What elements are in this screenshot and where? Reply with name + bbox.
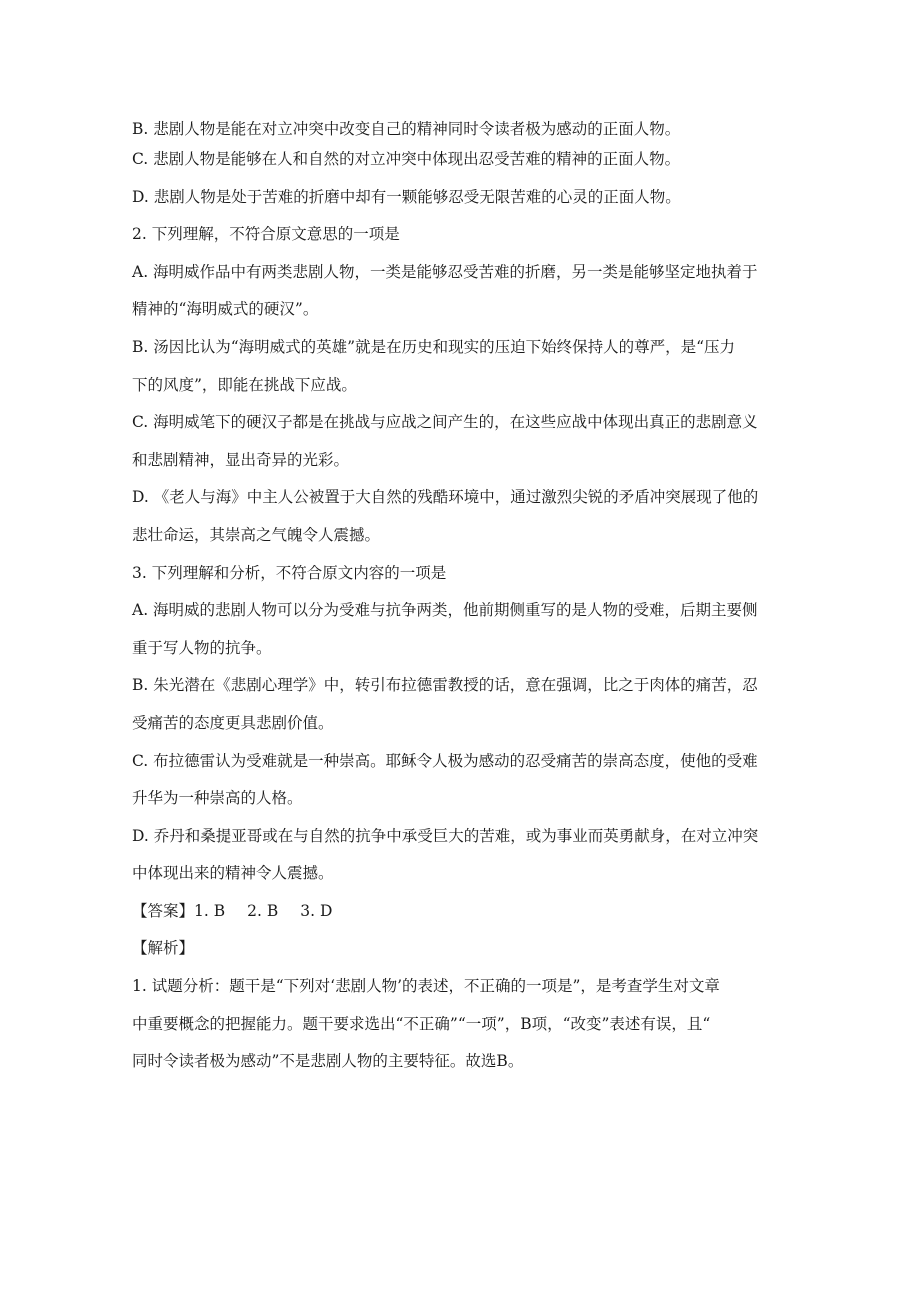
option-2d-line-1: D. 《老人与海》中主人公被置于大自然的残酷环境中，通过激烈尖锐的矛盾冲突展现了他的 — [132, 488, 759, 507]
answer-line — [132, 896, 792, 934]
option-3d-line-1: D. 乔丹和桑提亚哥或在与自然的抗争中承受巨大的苦难，或为事业而英勇献身，在对立冲突 — [132, 826, 759, 845]
option-3b-line-1: B. 朱光潜在《悲剧心理学》中，转引布拉德雷教授的话，意在强调，比之于肉体的痛苦，忍 — [132, 676, 758, 695]
document-body — [132, 114, 792, 1084]
option-3c-line-2: 升华为一种崇高的人格。 — [132, 789, 303, 808]
option-2b-line-2: 下的风度”，即能在挑战下应战。 — [132, 375, 357, 394]
analysis-label: 【解析】 — [132, 939, 195, 958]
answer-item: 3. D — [300, 901, 333, 920]
option-3c-line-1: C. 布拉德雷认为受难就是一种崇高。耶稣令人极为感动的忍受痛苦的崇高态度，使他的受难 — [132, 751, 758, 770]
question-3-stem: 3. 下列理解和分析，不符合原文内容的一项是 — [132, 563, 447, 582]
analysis-line-2: 中重要概念的把握能力。题干要求选出“不正确”“一项”，B项，“改变”表述有误，且“ — [132, 1014, 711, 1033]
analysis-line-1: 1. 试题分析：题干是“下列对‘悲剧人物’的表述，不正确的一项是”，是考查学生对文章 — [132, 977, 720, 996]
answer-item: 1. B — [194, 901, 226, 920]
answer-label: 【答案】 — [132, 901, 195, 920]
option-2b-line-1: B. 汤因比认为“海明威式的英雄”就是在历史和现实的压迫下始终保持人的尊严，是“压力 — [132, 337, 736, 356]
analysis-line-3: 同时令读者极为感动”不是悲剧人物的主要特征。故选B。 — [132, 1052, 524, 1071]
option-1d: D. 悲剧人物是处于苦难的折磨中却有一颗能够忍受无限苦难的心灵的正面人物。 — [132, 187, 681, 206]
option-1c: C. 悲剧人物是能够在人和自然的对立冲突中体现出忍受苦难的精神的正面人物。 — [132, 150, 681, 168]
option-2a-line-1: A. 海明威作品中有两类悲剧人物，一类是能够忍受苦难的折磨，另一类是能够坚定地执着于 — [132, 262, 758, 281]
option-2d-line-2: 悲壮命运，其崇高之气魄令人震撼。 — [132, 525, 381, 544]
option-2a-line-2: 精神的“海明威式的硬汉”。 — [132, 300, 319, 319]
option-3a-line-1: A. 海明威的悲剧人物可以分为受难与抗争两类，他前期侧重写的是人物的受难，后期主要侧 — [132, 601, 758, 620]
answer-item: 2. B — [247, 901, 279, 920]
option-3b-line-2: 受痛苦的态度更具悲剧价值。 — [132, 713, 334, 732]
option-3d-line-2: 中体现出来的精神令人震撼。 — [132, 864, 334, 883]
option-3a-line-2: 重于写人物的抗争。 — [132, 638, 272, 657]
option-1b: B. 悲剧人物是能在对立冲突中改变自己的精神同时令读者极为感动的正面人物。 — [132, 120, 681, 138]
option-2c-line-1: C. 海明威笔下的硬汉子都是在挑战与应战之间产生的，在这些应战中体现出真正的悲剧意义 — [132, 413, 758, 432]
question-2-stem: 2. 下列理解，不符合原文意思的一项是 — [132, 225, 400, 244]
option-2c-line-2: 和悲剧精神，显出奇异的光彩。 — [132, 450, 350, 469]
